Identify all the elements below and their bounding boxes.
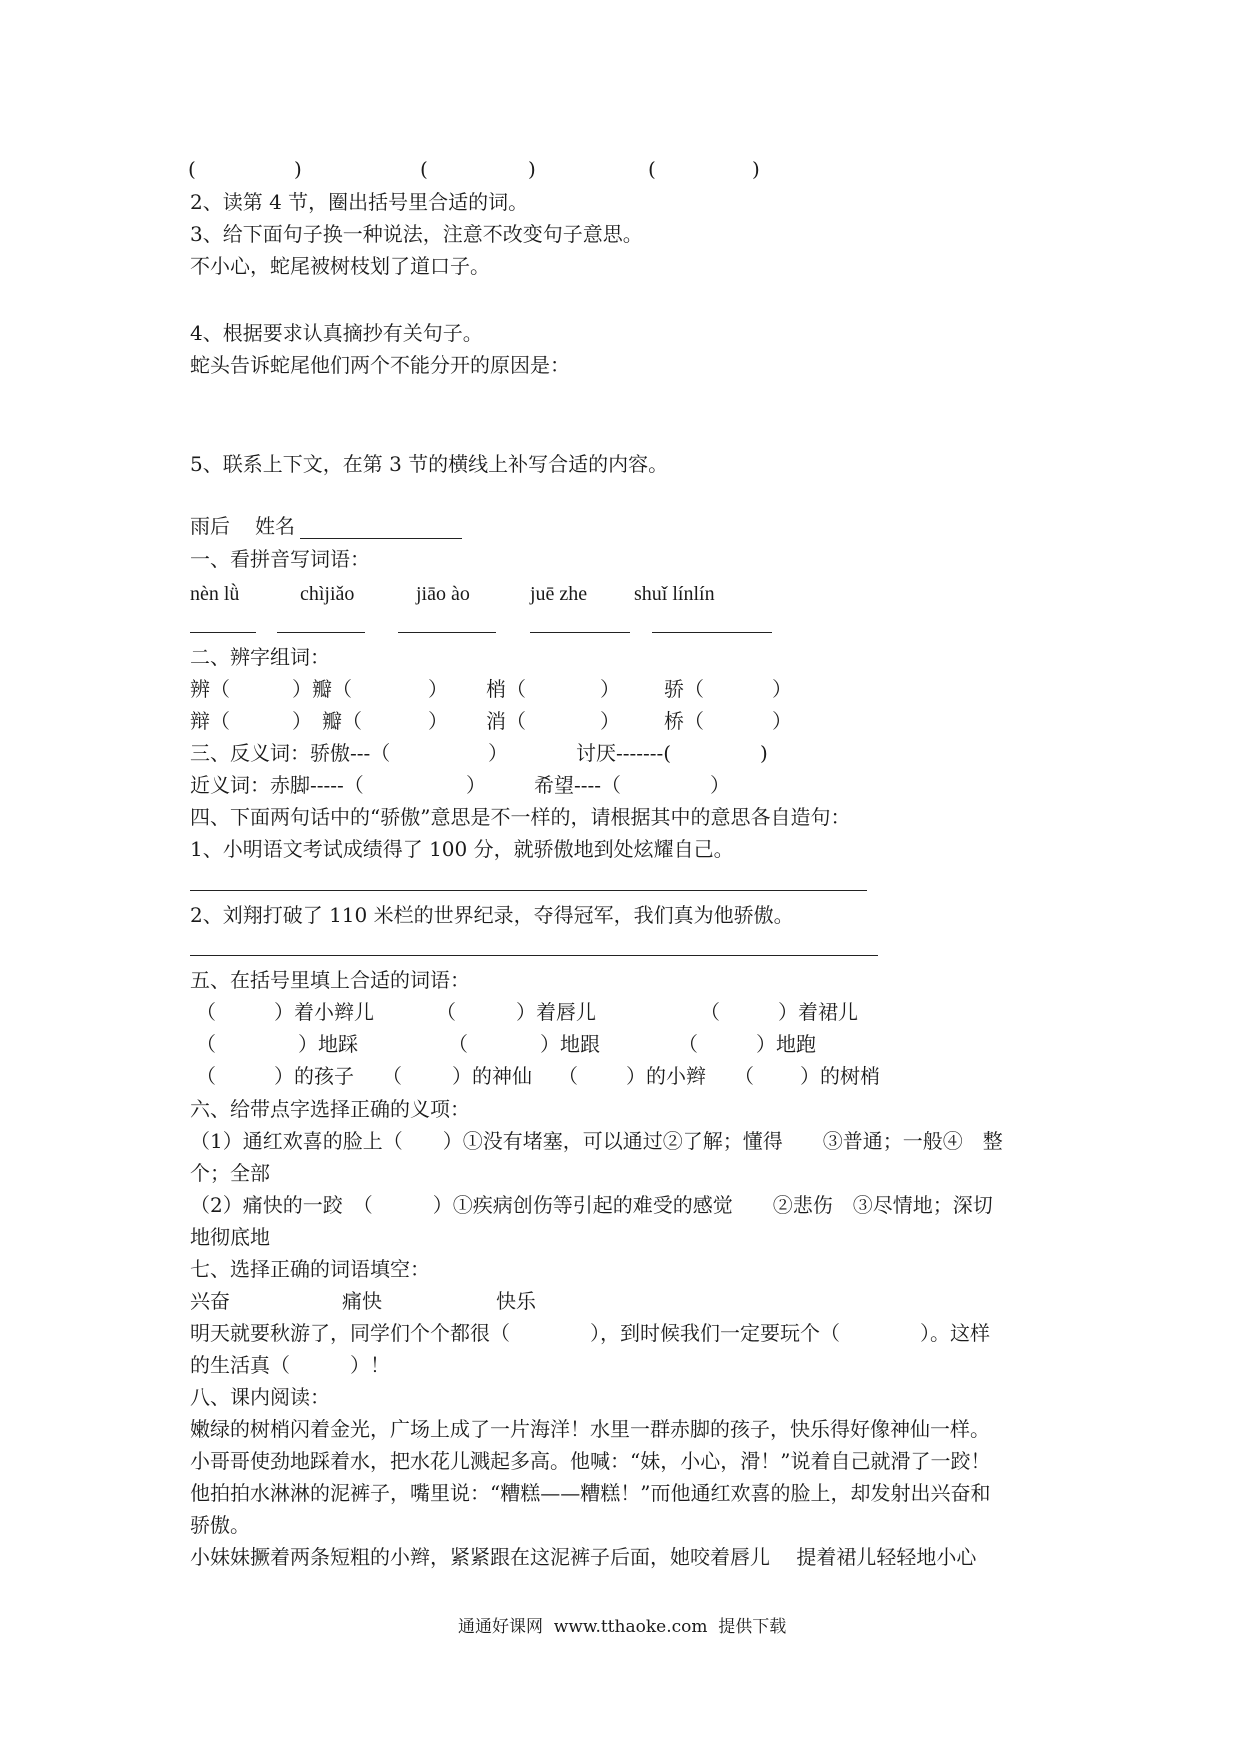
paren-open: ( — [420, 157, 428, 181]
reading-paragraph: 小哥哥使劲地踩着水，把水花儿溅起多高。他喊：“妹，小心，滑！”说着自己就滑了一跤！ — [190, 1449, 991, 1473]
antonym-item: 三、反义词：骄傲---（ — [190, 741, 391, 765]
question-2: 2、读第 4 节，圈出括号里合适的词。 — [190, 190, 529, 214]
pinyin-5: shuǐ línlín — [634, 583, 715, 605]
antonym-close: ） — [488, 741, 508, 765]
question-3-sentence: 不小心，蛇尾被树枝划了道口子。 — [190, 254, 490, 278]
fill-item: ）着小辫儿 — [274, 1000, 374, 1024]
word-choice: 兴奋 — [190, 1289, 230, 1313]
pinyin-answer-blank[interactable] — [652, 632, 772, 633]
fill-item: ）着唇儿 — [516, 1000, 596, 1024]
section-7-heading: 七、选择正确的词语填空： — [190, 1257, 430, 1281]
char-item: 消（ — [486, 709, 526, 733]
paren-open: ( — [648, 157, 656, 181]
section-6-item-1: （1）通红欢喜的脸上（ ）①没有堵塞，可以通过②了解；懂得 ③普通；一般④ 整 — [190, 1129, 1003, 1153]
fill-item: ）的树梢 — [800, 1064, 880, 1088]
pinyin-1: nèn lǜ — [190, 583, 240, 605]
section-6-item-2: （2）痛快的一跤 （ ）①疾病创伤等引起的难受的感觉 ②悲伤 ③尽情地；深切 — [190, 1193, 993, 1217]
section-2-heading: 二、辨字组词： — [190, 645, 330, 669]
fill-item: （ — [678, 1032, 698, 1056]
reading-paragraph: 小妹妹撅着两条短粗的小辫，紧紧跟在这泥裤子后面，她咬着唇儿 提着裙儿轻轻地小心 — [190, 1545, 977, 1569]
fill-item: （ — [196, 1032, 216, 1056]
name-label: 姓名 — [255, 514, 295, 538]
paren-open: ( — [188, 157, 196, 181]
fill-item: （ — [382, 1064, 402, 1088]
fill-item: ）的小辫 — [626, 1064, 706, 1088]
char-item: ） — [292, 709, 312, 733]
fill-item: ）地跟 — [540, 1032, 600, 1056]
char-item: 辨（ — [190, 677, 230, 701]
char-item: ） — [600, 677, 620, 701]
paren-close: ) — [528, 157, 536, 181]
fill-item: ）的孩子 — [274, 1064, 354, 1088]
pinyin-answer-blank[interactable] — [190, 632, 256, 633]
reading-paragraph: 他拍拍水淋淋的泥裤子，嘴里说：“糟糕——糟糕！”而他通红欢喜的脸上，却发射出兴奋和 — [190, 1481, 991, 1505]
paren-close: ) — [294, 157, 302, 181]
section-6-item-2-cont: 地彻底地 — [190, 1225, 270, 1249]
name-blank[interactable] — [300, 538, 462, 539]
section-4-item-2: 2、刘翔打破了 110 米栏的世界纪录，夺得冠军，我们真为他骄傲。 — [190, 903, 794, 927]
fill-item: （ — [196, 1064, 216, 1088]
antonym-close-2: ) — [760, 741, 768, 765]
char-item: 骄（ — [664, 677, 704, 701]
question-4-prompt: 蛇头告诉蛇尾他们两个不能分开的原因是： — [190, 353, 570, 377]
reading-paragraph: 嫩绿的树梢闪着金光，广场上成了一片海洋！水里一群赤脚的孩子，快乐得好像神仙一样。 — [190, 1417, 990, 1441]
antonym-item-2: 讨厌-------( — [576, 741, 672, 765]
char-item: ）瓣（ — [292, 677, 352, 701]
lesson-title: 雨后 — [190, 514, 230, 538]
section-5-heading: 五、在括号里填上合适的词语： — [190, 968, 470, 992]
pinyin-answer-blank[interactable] — [398, 632, 496, 633]
char-item: 辩（ — [190, 709, 230, 733]
char-item: ） — [428, 677, 448, 701]
pinyin-answer-blank[interactable] — [277, 632, 365, 633]
char-item: 瓣（ — [322, 709, 362, 733]
pinyin-2: chìjiǎo — [300, 583, 355, 605]
paren-close: ) — [752, 157, 760, 181]
synonym-close-2: ） — [710, 773, 730, 797]
section-7-line-1: 明天就要秋游了，同学们个个都很（ ），到时候我们一定要玩个（ ）。这样 — [190, 1321, 990, 1345]
word-choice: 快乐 — [496, 1289, 536, 1313]
fill-item: （ — [734, 1064, 754, 1088]
pinyin-answer-blank[interactable] — [530, 632, 630, 633]
reading-paragraph: 骄傲。 — [190, 1513, 250, 1537]
section-1-heading: 一、看拼音写词语： — [190, 547, 370, 571]
fill-item: （ — [558, 1064, 578, 1088]
section-8-heading: 八、课内阅读： — [190, 1385, 330, 1409]
fill-item: （ — [448, 1032, 468, 1056]
fill-item: （ — [196, 1000, 216, 1024]
char-item: ） — [600, 709, 620, 733]
synonym-close: ） — [466, 773, 486, 797]
synonym-item-2: 希望----（ — [534, 773, 622, 797]
section-6-heading: 六、给带点字选择正确的义项： — [190, 1097, 470, 1121]
char-item: ） — [772, 677, 792, 701]
fill-item: （ — [700, 1000, 720, 1024]
section-7-line-2: 的生活真（ ）！ — [190, 1353, 390, 1377]
word-choice: 痛快 — [342, 1289, 382, 1313]
char-item: 桥（ — [664, 709, 704, 733]
char-item: 梢（ — [486, 677, 526, 701]
question-5: 5、联系上下文，在第 3 节的横线上补写合适的内容。 — [190, 452, 669, 476]
char-item: ） — [428, 709, 448, 733]
fill-item: （ — [436, 1000, 456, 1024]
char-item: ） — [772, 709, 792, 733]
fill-item: ）地踩 — [298, 1032, 358, 1056]
synonym-item: 近义词：赤脚-----（ — [190, 773, 364, 797]
pinyin-4: juē zhe — [530, 583, 588, 605]
question-4: 4、根据要求认真摘抄有关句子。 — [190, 321, 483, 345]
page-footer: 通通好课网 www.tthaoke.com 提供下载 — [458, 1617, 787, 1637]
section-4-item-1: 1、小明语文考试成绩得了 100 分，就骄傲地到处炫耀自己。 — [190, 837, 734, 861]
section-4-heading: 四、下面两句话中的“骄傲”意思是不一样的，请根据其中的意思各自造句： — [190, 805, 851, 829]
section-6-item-1-cont: 个；全部 — [190, 1161, 270, 1185]
question-3: 3、给下面句子换一种说法，注意不改变句子意思。 — [190, 222, 643, 246]
sentence-answer-line[interactable] — [190, 955, 878, 956]
fill-item: ）着裙儿 — [778, 1000, 858, 1024]
fill-item: ）地跑 — [756, 1032, 816, 1056]
sentence-answer-line[interactable] — [190, 890, 867, 891]
pinyin-3: jiāo ào — [416, 583, 470, 605]
fill-item: ）的神仙 — [452, 1064, 532, 1088]
